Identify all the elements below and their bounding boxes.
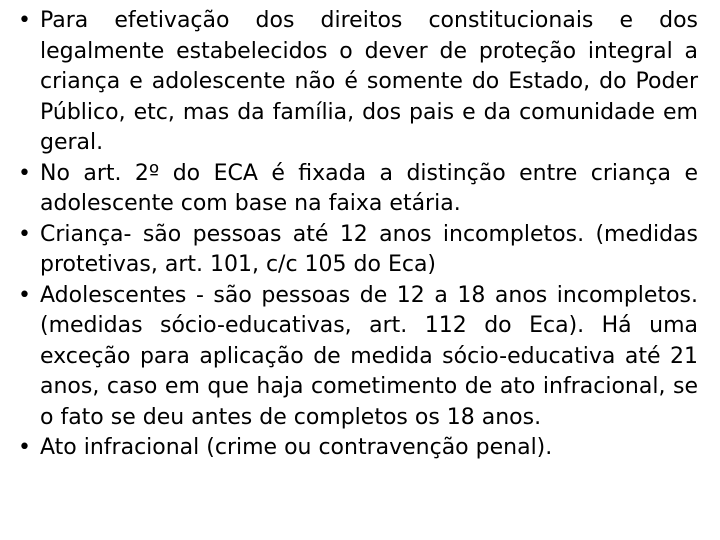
bullet-text: No art. 2º do ECA é fixada a distinção entre criança e adolescente com base na faixa etária. bbox=[40, 160, 698, 216]
bullet-text: Ato infracional (crime ou contravenção penal). bbox=[40, 435, 553, 460]
bullet-item-adolescentes bbox=[18, 281, 698, 434]
bullet-dot-icon: • bbox=[18, 8, 31, 33]
bullet-item-ato-infracional bbox=[18, 433, 698, 464]
bullet-dot-icon: • bbox=[18, 282, 31, 308]
bullet-dot-icon: • bbox=[18, 435, 31, 460]
bullet-dot-icon: • bbox=[18, 160, 31, 186]
bullet-text: Adolescentes - são pessoas de 12 a 18 anos incompletos. (medidas sócio-educativas, art. 112 do Eca). Há uma exceção para aplicação de medida sócio-educativa até 21 anos, caso em que haja cometimento de ato infracional, se o fato se deu antes de completos os 18 anos. bbox=[40, 282, 698, 430]
bullet-dot-icon: • bbox=[18, 221, 31, 247]
bullet-item-crianca bbox=[18, 220, 698, 281]
bullet-list bbox=[18, 6, 698, 464]
bullet-item-art-2 bbox=[18, 159, 698, 220]
bullet-text: Criança- são pessoas até 12 anos incompletos. (medidas protetivas, art. 101, c/c 105 do Eca) bbox=[40, 221, 698, 277]
bullet-text: Para efetivação dos direitos constitucionais e dos legalmente estabelecidos o dever de proteção integral a criança e adolescente não é somente do Estado, do Poder Público, etc, mas da família, dos pais e da comunidade em geral. bbox=[40, 8, 698, 155]
bullet-item-direitos bbox=[18, 6, 698, 159]
